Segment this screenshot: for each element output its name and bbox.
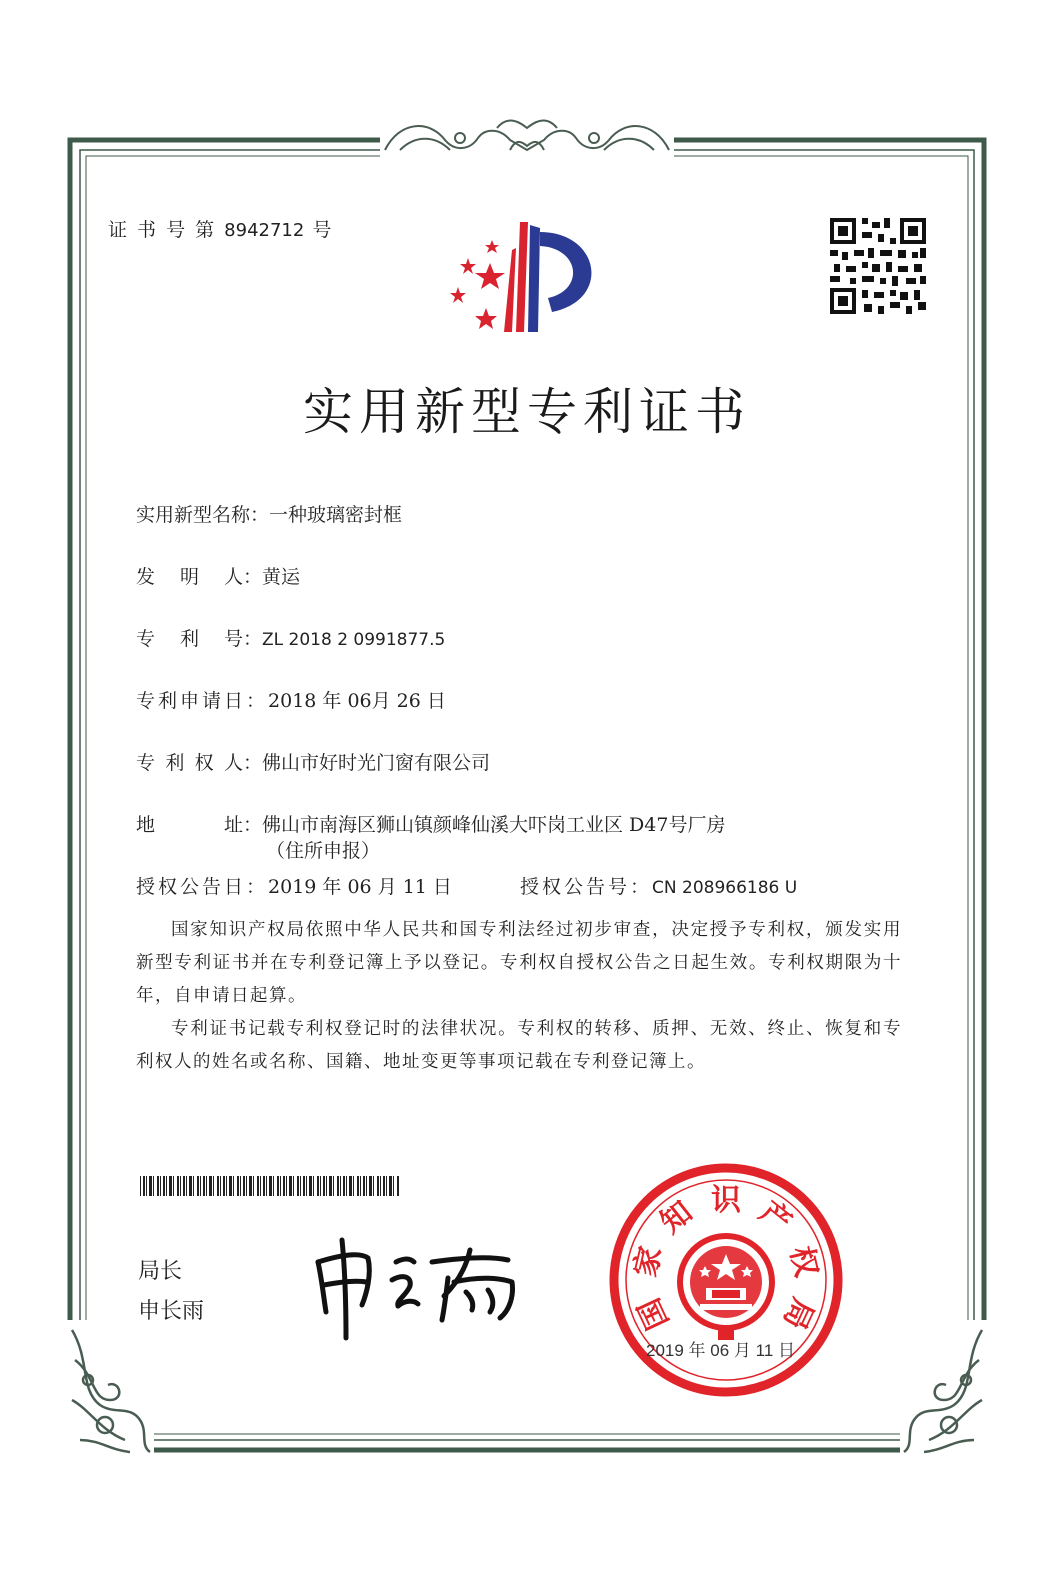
barcode-bar — [206, 1176, 207, 1196]
barcode-bar — [357, 1176, 359, 1196]
barcode-bar — [369, 1176, 372, 1196]
barcode-bar — [277, 1176, 279, 1196]
barcode-bar — [293, 1176, 294, 1196]
barcode-bar — [337, 1176, 339, 1196]
barcode-bar — [323, 1176, 325, 1196]
barcode-bar — [200, 1176, 201, 1196]
barcode-bar — [183, 1176, 185, 1196]
label-char: 利 — [165, 752, 185, 774]
barcode-bar — [266, 1176, 267, 1196]
barcode-bar — [153, 1176, 154, 1196]
barcode-bar — [263, 1176, 265, 1196]
seal-char: 产 — [752, 1194, 798, 1241]
barcode-bar — [333, 1176, 334, 1196]
barcode-bar — [309, 1176, 312, 1196]
field-grant-date — [136, 872, 452, 899]
barcode-bar — [300, 1176, 301, 1196]
barcode-bar — [257, 1176, 259, 1196]
field-patent-number — [136, 624, 445, 651]
field-label: 授权公告日： — [136, 876, 269, 898]
barcode-bar — [393, 1176, 394, 1196]
barcode-bar — [203, 1176, 205, 1196]
field-value: 2019 年 06 月 11 日 — [268, 876, 452, 898]
barcode-bar — [143, 1176, 145, 1196]
barcode-bar — [326, 1176, 327, 1196]
label-char: 专 — [136, 628, 156, 650]
barcode-bar — [286, 1176, 287, 1196]
barcode-bar — [173, 1176, 174, 1196]
seal-date: 2019 年 06 月 11 日 — [646, 1341, 795, 1360]
barcode-bar — [253, 1176, 254, 1196]
barcode-bar — [209, 1176, 212, 1196]
barcode-bar — [233, 1176, 234, 1196]
field-label: 授权公告号： — [520, 876, 653, 898]
label-char: 人： — [223, 566, 262, 588]
barcode-bar — [397, 1176, 399, 1196]
barcode-bar — [223, 1176, 225, 1196]
barcode-icon — [140, 1176, 399, 1196]
national-emblem-icon — [680, 1236, 772, 1340]
barcode-bar — [280, 1176, 281, 1196]
field-name — [136, 500, 402, 527]
barcode-bar — [373, 1176, 374, 1196]
label-char: 专 — [136, 752, 156, 774]
seal-char: 识 — [711, 1183, 741, 1218]
barcode-bar — [366, 1176, 367, 1196]
barcode-bar — [249, 1176, 252, 1196]
page-title: 实用新型专利证书 — [303, 383, 751, 441]
certificate-statement — [136, 914, 902, 1079]
barcode-bar — [169, 1176, 172, 1196]
field-value: 佛山市好时光门窗有限公司 — [262, 752, 491, 774]
seal-char: 局 — [775, 1292, 821, 1335]
certificate-number-value: 8942712 — [224, 220, 305, 241]
field-value: 黄运 — [262, 566, 301, 588]
barcode-bar — [317, 1176, 319, 1196]
certificate-number — [108, 215, 333, 242]
barcode-bar — [297, 1176, 299, 1196]
certificate-number-suffix: 号 — [312, 219, 334, 241]
statement-paragraph: 国家知识产权局依照中华人民共和国专利法经过初步审查，决定授予专利权，颁发实用新型专利证书并在专利登记簿上予以登记。专利权自授权公告之日起生效。专利权期限为十年，自申请日起算。 — [136, 920, 902, 1006]
field-label — [136, 624, 262, 651]
qr-code-icon — [828, 216, 928, 316]
barcode-bar — [353, 1176, 354, 1196]
field-value: 一种玻璃密封框 — [269, 504, 403, 526]
label-char: 号： — [223, 628, 262, 650]
director-title: 局长 — [138, 1259, 183, 1284]
barcode-bar — [166, 1176, 167, 1196]
barcode-bar — [283, 1176, 285, 1196]
barcode-bar — [163, 1176, 165, 1196]
barcode-bar — [349, 1176, 352, 1196]
label-char: 人： — [223, 752, 262, 774]
barcode-bar — [303, 1176, 305, 1196]
field-label — [136, 810, 262, 837]
field-value: 佛山市南海区狮山镇颜峰仙溪大吓岗工业区 D47号厂房 — [262, 814, 726, 836]
barcode-bar — [246, 1176, 247, 1196]
barcode-bar — [177, 1176, 179, 1196]
barcode-bar — [140, 1176, 141, 1196]
barcode-bar — [386, 1176, 387, 1196]
barcode-bar — [226, 1176, 227, 1196]
barcode-bar — [343, 1176, 345, 1196]
barcode-bar — [360, 1176, 361, 1196]
seal-char: 权 — [782, 1243, 824, 1281]
field-address — [136, 810, 725, 837]
barcode-bar — [306, 1176, 307, 1196]
barcode-bar — [220, 1176, 221, 1196]
barcode-bar — [217, 1176, 219, 1196]
barcode-bar — [269, 1176, 272, 1196]
label-char: 权 — [194, 752, 214, 774]
barcode-bar — [240, 1176, 241, 1196]
outer-border — [70, 140, 984, 1450]
barcode-bar — [346, 1176, 347, 1196]
barcode-bar — [146, 1176, 147, 1196]
seal-char: 国 — [631, 1292, 677, 1335]
label-char: 发 — [136, 566, 156, 588]
barcode-bar — [313, 1176, 314, 1196]
barcode-bar — [180, 1176, 181, 1196]
barcode-bar — [289, 1176, 292, 1196]
barcode-bar — [363, 1176, 365, 1196]
top-ornament-icon — [380, 121, 674, 163]
barcode-bar — [186, 1176, 187, 1196]
field-value: CN 208966186 U — [652, 878, 798, 898]
barcode-bar — [389, 1176, 392, 1196]
barcode-bar — [229, 1176, 232, 1196]
label-char: 利 — [179, 628, 199, 650]
director-signature — [318, 1240, 513, 1338]
barcode-bar — [243, 1176, 245, 1196]
barcode-bar — [377, 1176, 379, 1196]
barcode-bar — [149, 1176, 152, 1196]
barcode-bar — [189, 1176, 192, 1196]
field-grant-number — [520, 872, 797, 899]
seal-char: 知 — [654, 1194, 700, 1241]
corner-ornament-icon — [900, 1320, 990, 1455]
barcode-bar — [329, 1176, 332, 1196]
barcode-bar — [340, 1176, 341, 1196]
barcode-bar — [157, 1176, 159, 1196]
cnipa-logo-icon — [450, 222, 591, 332]
barcode-bar — [383, 1176, 385, 1196]
seal-char: 家 — [628, 1243, 670, 1281]
field-value: 2018 年 06月 26 日 — [268, 690, 446, 712]
barcode-bar — [380, 1176, 381, 1196]
label-char: 址： — [223, 814, 262, 836]
barcode-bar — [273, 1176, 274, 1196]
barcode-bar — [193, 1176, 194, 1196]
barcode-bar — [213, 1176, 214, 1196]
field-label: 专利申请日： — [136, 690, 269, 712]
field-address-note: （住所申报） — [266, 840, 381, 862]
field-inventor — [136, 562, 300, 589]
field-label — [136, 748, 262, 775]
barcode-bar — [160, 1176, 161, 1196]
label-char: 地 — [136, 814, 156, 836]
certificate-number-label: 证 书 号 第 — [108, 219, 217, 241]
field-label: 实用新型名称： — [136, 504, 270, 526]
field-value: ZL 2018 2 0991877.5 — [262, 630, 446, 650]
field-patentee — [136, 748, 490, 775]
barcode-bar — [320, 1176, 321, 1196]
field-label — [136, 562, 262, 589]
label-char: 明 — [179, 566, 199, 588]
director-name: 申长雨 — [138, 1299, 205, 1324]
statement-paragraph: 专利证书记载专利权登记时的法律状况。专利权的转移、质押、无效、终止、恢复和专利权人的姓名或名称、国籍、地址变更等事项记载在专利登记簿上。 — [136, 1019, 902, 1072]
barcode-bar — [197, 1176, 199, 1196]
barcode-bar — [237, 1176, 239, 1196]
corner-ornament-icon — [64, 1320, 154, 1455]
field-filing-date — [136, 686, 446, 713]
barcode-bar — [260, 1176, 261, 1196]
